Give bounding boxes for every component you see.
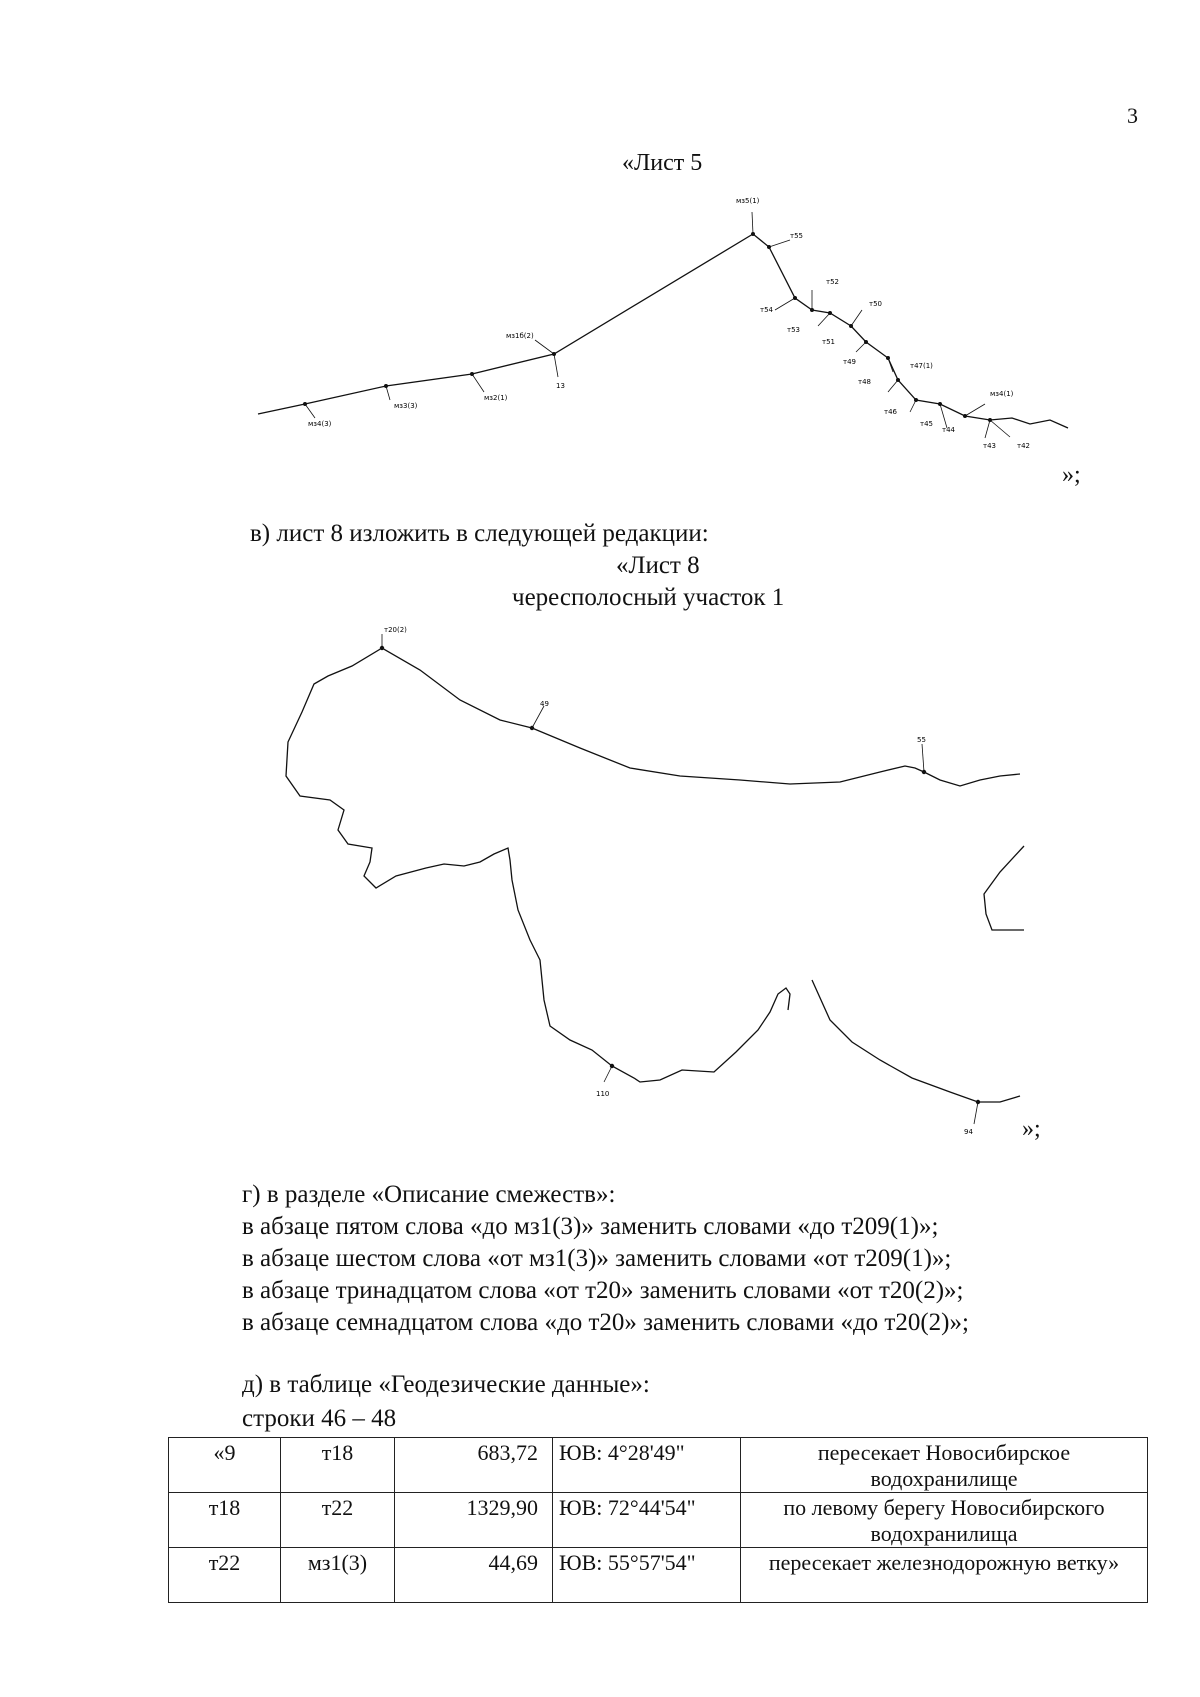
point-label: т54 xyxy=(760,306,773,314)
sheet8-title: «Лист 8 xyxy=(616,552,700,579)
point-label: т46 xyxy=(884,408,897,416)
cell-description: по левому берегу Новосибирского водохранилища xyxy=(741,1493,1148,1548)
point-label: мз3(3) xyxy=(394,402,418,410)
sheet8-upper-edge xyxy=(382,648,1020,786)
table-row xyxy=(169,1438,1148,1493)
cell-from: «9 xyxy=(169,1438,281,1493)
intro-sheet8: в) лист 8 изложить в следующей редакции: xyxy=(250,520,709,547)
sheet5-map xyxy=(0,180,1200,480)
point-label: мз5(1) xyxy=(736,197,760,205)
point-label: т20(2) xyxy=(384,626,407,634)
point-label: т53 xyxy=(787,326,800,334)
cell-description: пересекает Новосибирское водохранилище xyxy=(741,1438,1148,1493)
cell-length: 44,69 xyxy=(395,1548,553,1603)
sheet5-boundary-line xyxy=(258,234,1068,428)
sheet8-right-fragment xyxy=(984,846,1024,930)
point-label: т45 xyxy=(920,420,933,428)
sheet5-point-labels xyxy=(308,197,1030,450)
point-label: т51 xyxy=(822,338,835,346)
sheet8-map xyxy=(0,620,1200,1140)
sheet8-subtitle: чересполосный участок 1 xyxy=(512,584,785,611)
cell-bearing: ЮВ: 4°28'49" xyxy=(553,1438,741,1493)
page-number: 3 xyxy=(1127,103,1138,128)
geodetic-data-table xyxy=(168,1437,1148,1603)
section-g-line: в абзаце шестом слова «от мз1(3)» заменить словами «от т209(1)»; xyxy=(242,1245,952,1272)
cell-to: т18 xyxy=(281,1438,395,1493)
sheet8-point-labels xyxy=(384,626,973,1136)
sheet5-point-markers xyxy=(303,232,992,422)
cell-bearing: ЮВ: 72°44'54" xyxy=(553,1493,741,1548)
point-label: т47(1) xyxy=(910,362,933,370)
table-row xyxy=(169,1548,1148,1603)
point-label: т49 xyxy=(843,358,856,366)
cell-from: т18 xyxy=(169,1493,281,1548)
point-label: мз4(1) xyxy=(990,390,1014,398)
cell-length: 1329,90 xyxy=(395,1493,553,1548)
sheet8-leader-lines xyxy=(382,634,978,1124)
cell-description: пересекает железнодорожную ветку» xyxy=(741,1548,1148,1603)
sheet5-closing-quote: »; xyxy=(1062,462,1081,488)
section-g-line: в абзаце семнадцатом слова «до т20» заменить словами «до т20(2)»; xyxy=(242,1309,969,1336)
point-label: т50 xyxy=(869,300,882,308)
sheet8-lower-boundary xyxy=(812,980,1020,1102)
cell-to: т22 xyxy=(281,1493,395,1548)
cell-to: мз1(3) xyxy=(281,1548,395,1603)
sheet8-point-markers xyxy=(380,646,980,1104)
point-label: 49 xyxy=(540,700,549,708)
point-label: 55 xyxy=(917,736,926,744)
section-g-line: в абзаце пятом слова «до мз1(3)» заменить словами «до т209(1)»; xyxy=(242,1213,939,1240)
section-d-rows-label: строки 46 – 48 xyxy=(242,1405,397,1432)
point-label: т44 xyxy=(942,426,955,434)
cell-from: т22 xyxy=(169,1548,281,1603)
sheet8-upper-boundary xyxy=(286,648,790,1082)
point-label: 94 xyxy=(964,1128,973,1136)
point-label: т42 xyxy=(1017,442,1030,450)
point-label: мз2(1) xyxy=(484,394,508,402)
sheet5-title: «Лист 5 xyxy=(622,150,703,176)
point-label: т43 xyxy=(983,442,996,450)
cell-length: 683,72 xyxy=(395,1438,553,1493)
cell-bearing: ЮВ: 55°57'54" xyxy=(553,1548,741,1603)
point-label: т52 xyxy=(826,278,839,286)
point-label: т48 xyxy=(858,378,871,386)
point-label: мз4(3) xyxy=(308,420,332,428)
point-label: 110 xyxy=(596,1090,610,1098)
section-g-line: в абзаце тринадцатом слова «от т20» заменить словами «от т20(2)»; xyxy=(242,1277,964,1304)
point-label: 13 xyxy=(556,382,565,390)
sheet8-closing-quote: »; xyxy=(1022,1116,1041,1142)
point-label: мз1б(2) xyxy=(506,332,534,340)
point-label: т55 xyxy=(790,232,803,240)
table-row xyxy=(169,1493,1148,1548)
section-g-heading: г) в разделе «Описание смежеств»: xyxy=(242,1181,616,1208)
section-d-heading: д) в таблице «Геодезические данные»: xyxy=(242,1371,650,1398)
